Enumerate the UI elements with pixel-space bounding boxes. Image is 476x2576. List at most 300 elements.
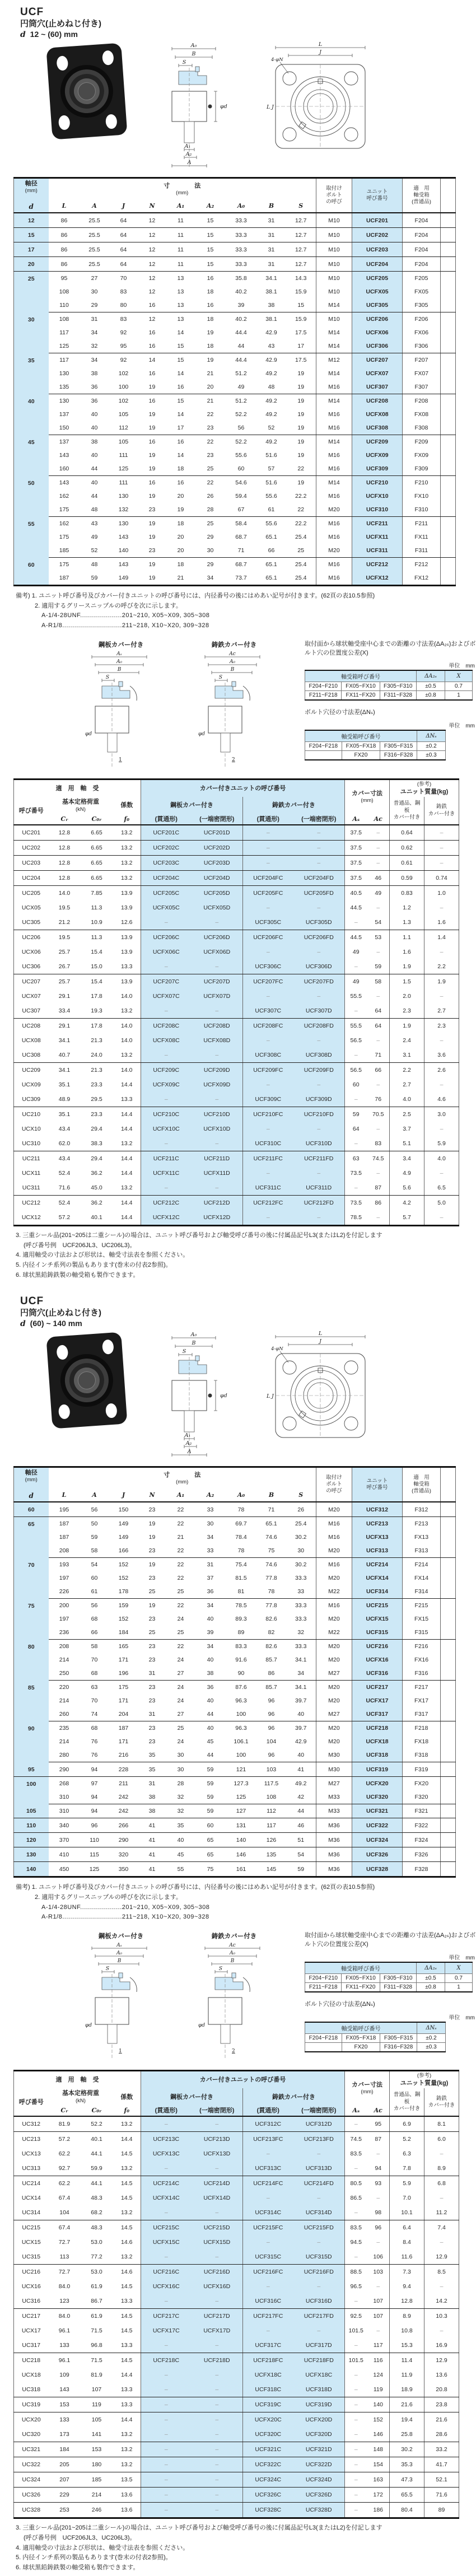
dim-value-cell: 105 [118,411,129,418]
header-cast-cover: 鋳鉄カバー付き [243,797,345,814]
shaft-diameter-cell: 140 [14,1862,49,1877]
cover-diagram-section-page1 [0,640,476,772]
load-rating-cell: 71.6 [49,1180,81,1196]
coefficient-cell: 13.2 [113,1136,141,1151]
cover-dim-cell: 87 [375,2136,382,2143]
svg-text:A₀: A₀ [116,659,123,665]
cover-unit-number-cell: UCFX07D [192,989,243,1004]
dim-value-cell: 18 [207,316,214,323]
dim-value-cell: 19 [148,534,156,541]
dim-value-cell: 68.7 [235,561,247,568]
cover-unit-number-cell: UCF211FC [243,1151,293,1166]
load-rating-cell: 81.9 [91,2372,102,2379]
dim-value-cell: 29 [207,561,214,568]
tolerance-row [305,682,473,691]
dim-value-cell: 30.2 [295,1561,307,1569]
bore-type-subtitle: 円筒穴(止めねじ付き) [20,18,101,29]
coefficient-cell: 13.6 [113,2503,141,2518]
cover-dim-cell: – [345,1180,367,1196]
cover-unit-number-cell: – [293,2146,345,2161]
tolerance-cell: FX20 [342,2042,380,2052]
tolerance-cell: F305~F315 [380,2033,417,2042]
cover-dim-cell: 152 [373,2416,384,2424]
unit-number-cell: UCFX20 [352,1776,403,1790]
cover-unit-number-cell: UCF309C [243,1092,293,1107]
dim-value-cell: 16 [138,339,166,353]
dim-value-cell: 12 [148,316,156,323]
dim-value-cell: 31 [257,213,286,228]
dim-value-cell: 18 [177,520,184,528]
load-rating-cell: 143 [49,2382,81,2397]
bearing-number-cell: UC203 [14,856,49,871]
unit-number-cell: UCF202 [352,228,403,242]
cover-unit-number-cell: – [192,1004,243,1019]
dim-value-cell: 130 [118,520,129,528]
cover-unit-number-cell: UCFX13C [141,2146,192,2161]
load-rating-cell: 104 [49,2205,81,2220]
dim-value-cell: 40 [80,421,109,435]
dim-value-cell: 19 [297,398,305,405]
coefficient-cell: 13.2 [113,825,141,841]
dim-value-cell: 16 [195,298,226,312]
cover-unit-number-cell: – [243,2146,293,2161]
housing-number-cell: FX08 [403,408,441,421]
unit-mass-cell: 0.59 [390,871,424,886]
dim-value-cell: 42.9 [295,1738,307,1746]
housing-number-cell: F324 [403,1833,441,1847]
bolt-size-cell: M16 [316,1530,352,1544]
unit-number-cell: UCF215 [352,1599,403,1613]
dim-value-cell: 290 [49,1762,80,1777]
side-view [160,1331,232,1459]
dim-value-cell: 30 [207,1520,214,1528]
header-unit-mass: (参考) ユニット質量(kg) [390,2070,459,2088]
dim-value-cell: 30 [166,1748,195,1762]
header-applicable-bearing: 適 用 軸 受 [55,785,99,792]
tolerance-row [305,742,446,751]
coefficient-cell: 14.5 [121,2180,133,2187]
unit-mass-cell: – [424,856,459,871]
unit-mass-cell: 1.9 [390,1019,424,1034]
housing-number-cell: FX14 [403,1571,441,1585]
cover-table-row [14,1166,459,1180]
svg-text:S: S [182,59,186,66]
load-rating-cell: 246 [81,2503,113,2518]
load-rating-cell: 6.65 [81,825,113,841]
dim-value-cell: 16 [148,370,156,377]
load-rating-cell: 52.2 [81,2116,113,2132]
dim-value-cell: 31 [91,316,98,323]
dim-table-row [14,257,456,272]
cover-unit-number-cell: UCF311D [293,1180,345,1196]
cover-dim-cell: – [345,2161,367,2176]
dim-value-cell: 19 [286,380,316,394]
unit-mass-cell: 47.3 [390,2472,424,2488]
dim-value-cell: 40 [207,1616,214,1623]
cover-unit-number-cell: UCF205C [141,886,192,901]
bearing-number-cell: UCX12 [14,1210,49,1226]
cover-dim-cell: 74.5 [372,1155,384,1163]
dim-value-cell: 126 [257,1833,286,1847]
shaft-diameter-cell: 17 [14,242,49,257]
unit-mass-cell: 23.8 [424,2397,459,2412]
dim-value-cell: 30 [286,1544,316,1558]
bolt-size-cell: M14 [316,298,352,312]
cover-unit-number-cell: – [293,989,345,1004]
unit-number-cell: UCF319 [352,1762,403,1777]
dim-value-cell: 140 [109,544,138,558]
bearing-number-cell: UC326 [14,2488,49,2503]
cover-unit-number-cell: UCFX13D [192,2146,243,2161]
dim-value-cell: 60 [91,1575,98,1582]
dim-value-cell: 19 [286,421,316,435]
dim-value-cell: 54 [286,1847,316,1862]
load-rating-cell: 52.4 [58,1200,71,1207]
unit-mass-cell: – [424,1122,459,1136]
tolerance-table-2: 軸受箱呼び番号 ΔNₛ F204~F218 FX05~FX18 F305~F315 ±0.2 FX20 F316~F328 ±0.3 [305,730,446,760]
dim-value-cell: 52 [80,544,109,558]
bearing-number-cell: UC318 [14,2382,49,2397]
svg-text:S: S [218,1966,223,1972]
spacer-cell [441,272,456,286]
dim-value-cell: 58 [80,1544,109,1558]
unit-mass-cell: 2.2 [390,1063,424,1078]
dim-value-cell: 102 [118,398,129,405]
unit-mass-cell: 20.8 [424,2382,459,2397]
dim-value-cell: 117 [257,1818,286,1833]
load-rating-cell: 15.4 [91,949,102,956]
tolerance-cell: F316~F328 [380,2042,417,2052]
cover-unit-number-cell: – [243,2235,293,2250]
dim-value-cell: 161 [226,1862,257,1877]
dim-value-cell: 35.8 [235,275,247,282]
tolerance-cell: ±0.2 [417,2033,446,2042]
bearing-number-cell: UC305 [14,915,49,930]
coefficient-cell: 14.4 [121,2136,133,2143]
tolerance-cell: FX05~FX10 [342,682,380,691]
tolerance-table-1: 軸受箱呼び番号 ΔA₂ₛ X F204~F210 FX05~FX10 F305~F310 ±0.5 0.7 F211~F218 FX11~FX20 F311~F328 ±0.8 1 [305,670,473,701]
cover-unit-number-cell: – [141,915,192,930]
cover-table-row [14,2294,459,2309]
cover-unit-number-cell: UCF324D [293,2472,345,2488]
coefficient-cell: 13.3 [113,2397,141,2412]
coefficient-cell: 13.3 [113,2382,141,2397]
dim-value-cell: 117 [59,357,69,364]
dim-value-cell: 54.6 [235,479,247,487]
load-rating-cell: 17.8 [91,993,102,1000]
unit-mass-cell: 2.0 [390,989,424,1004]
coefficient-cell: 13.9 [121,949,133,956]
cover-dim-cell: – [345,1048,367,1063]
cover-unit-number-cell: UCF218C [141,2353,192,2368]
bearing-number-cell: UC310 [14,1136,49,1151]
header-coefficient: 係数 [120,2093,133,2101]
dim-value-cell: 22.2 [295,493,307,500]
cover-unit-number-cell: – [141,2205,192,2220]
unit-mass-cell: 18.9 [390,2382,424,2397]
cover-unit-number-cell: UCF209C [141,1063,192,1078]
bolt-size-cell: M20 [316,1544,352,1558]
tolerance-cell: 0.7 [445,1973,473,1982]
dim-value-cell: 450 [49,1862,80,1877]
dim-table-row [14,1818,456,1833]
cover-table-row [14,974,459,990]
dim-value-cell: 226 [49,1585,80,1599]
spacer-cell [441,1847,456,1862]
housing-number-cell: F214 [403,1558,441,1572]
load-rating-cell: 62.0 [49,1136,81,1151]
cover-dim-cell: – [345,1004,367,1019]
tolerance-cell: FX05~FX18 [342,2033,380,2042]
load-rating-cell: 71.5 [91,2357,102,2364]
dim-value-cell: 59 [207,1780,214,1787]
unit-mass-cell: 2.5 [390,1107,424,1122]
spacer-cell [441,1599,456,1613]
cover-unit-number-cell: UCF313D [293,2161,345,2176]
load-rating-cell: 29.4 [91,1126,102,1133]
dim-value-cell: 19 [297,411,305,418]
dim-value-cell: 125 [49,339,80,353]
unit-mass-cell: 80.4 [390,2503,424,2518]
dim-value-cell: 175 [59,561,69,568]
housing-number-cell: F207 [403,353,441,367]
dim-value-cell: 268 [59,1780,69,1787]
dim-value-cell: 135 [49,380,80,394]
unit-mass-cell: 11.4 [390,2353,424,2368]
dim-value-cell: 90 [226,1667,257,1681]
cover-dim-cell: 73.5 [345,1196,367,1211]
cover-unit-number-cell: – [192,2294,243,2309]
dim-value-cell: 19 [166,503,195,517]
cover-table-row [14,2161,459,2176]
dim-value-cell: 19 [297,479,305,487]
dim-value-cell: 25.4 [295,534,307,541]
dim-value-cell: 117 [59,329,69,337]
cover-unit-number-cell: UCF214D [192,2176,243,2191]
dim-value-cell: 19 [138,421,166,435]
bearing-number-cell: UC309 [14,1092,49,1107]
unit-number-cell: UCF318 [352,1748,403,1762]
dim-value-cell: 33.3 [295,1602,307,1609]
dim-value-cell: 115 [80,1847,109,1862]
cover-unit-number-cell: UCFX10D [192,1122,243,1136]
dim-value-cell: 34 [207,1643,214,1650]
tolerance-cell [305,2042,342,2052]
dim-value-cell: 125 [226,1790,257,1804]
dim-value-cell: 121 [226,1762,257,1777]
cover-dim-cell: 163 [367,2472,390,2488]
housing-number-cell: FX11 [403,530,441,544]
cover-unit-number-cell: UCF206D [192,930,243,945]
load-rating-cell: 109 [59,2372,69,2379]
dim-value-cell: 49 [226,380,257,394]
cover-dim-cell: 186 [367,2503,390,2518]
housing-number-cell: F215 [403,1599,441,1613]
cover-dim-cell: – [376,904,380,912]
spacer-cell [441,408,456,421]
cover-table-row [14,2220,459,2236]
cover-unit-number-cell: UCFX10C [141,1122,192,1136]
dim-value-cell: 38 [257,298,286,312]
dim-value-cell: 100 [226,1748,257,1762]
cover-unit-number-cell: UCF209FD [293,1063,345,1078]
tolerance-block-page1: 取付面から球状軸受座中心までの距離の寸法差(ΔA₂ₛ)およびボルト穴の位置度公差(X) 単位 mm 軸受箱呼び番号 ΔA₂ₛ X F204~F210 FX05~FX10 F305~F310 ±0.5 0.7 F211~F218 FX11~FX20 F311~F328 ±0.8 1 ボルト穴径の寸法差(ΔNₛ) 単位 mm 軸受箱呼び番号 ΔNₛ F204~F218 FX05~FX18 F305~F315 ±0.2 FX20 F316~F328 ±0.3 [305,640,476,772]
dim-value-cell: 46 [286,1818,316,1833]
dim-value-cell: 19 [148,520,156,528]
unit-mass-cell: 19.4 [390,2412,424,2428]
load-rating-cell: 40.1 [81,1210,113,1226]
unit-mass-cell: 4.0 [390,1092,424,1107]
load-rating-cell: 107 [81,2382,113,2397]
housing-number-cell: F306 [403,339,441,353]
header-call-number: 呼び番号 [14,2088,49,2116]
bearing-number-cell: UC321 [14,2442,49,2457]
unit-number-cell: UCFX14 [352,1571,403,1585]
dim-value-cell: 145 [257,1862,286,1877]
dim-value-cell: 33 [286,1585,316,1599]
dim-value-cell: 162 [59,520,69,528]
dim-value-cell: 21 [207,398,214,405]
dim-value-cell: 15 [195,213,226,228]
spacer-cell [441,1667,456,1681]
housing-number-cell: F212 [403,558,441,572]
flange-unit-photo [45,1331,129,1431]
dim-table-row [14,228,456,242]
dim-value-cell: 112 [109,421,138,435]
coefficient-cell: 13.2 [113,2116,141,2132]
cover-unit-number-cell: UCF209FC [243,1063,293,1078]
cover-dim-cell: – [376,1081,380,1089]
dim-value-cell: 59 [80,571,109,586]
cover-dim-cell: 124 [373,2372,384,2379]
dim-value-cell: 16 [148,329,156,337]
housing-number-cell: F307 [403,380,441,394]
cover-table-row [14,1048,459,1063]
dim-value-cell: 28 [195,503,226,517]
dim-value-cell: 78.4 [235,1534,247,1541]
load-rating-cell: 84.0 [58,2283,71,2290]
housing-number-cell: F314 [403,1585,441,1599]
page-title: UCF [20,6,44,18]
shaft-diameter-cell: 20 [14,257,49,272]
tolerance-cell: F204~F210 [305,1973,342,1982]
dim-value-cell: 25 [286,544,316,558]
cover-table-row [14,2457,459,2472]
dim-value-cell: 65 [195,1833,226,1847]
bolt-size-cell: M16 [316,380,352,394]
cover-dim-cell: – [376,2150,380,2158]
cover-dim-cell: – [345,1136,367,1151]
dim-value-cell: 15 [166,339,195,353]
housing-number-cell: FX06 [403,326,441,339]
housing-number-cell: F206 [403,312,441,326]
cover-dim-cell: – [376,1126,380,1133]
dim-value-cell: 32 [166,1790,195,1804]
coefficient-cell: 14.4 [121,1111,133,1118]
dim-value-cell: 58 [91,1643,98,1650]
col-header-unit-number: ユニット 呼び番号 [352,1467,403,1502]
dim-value-cell: 78 [226,1502,257,1517]
cover-unit-number-cell: UCF321C [243,2442,293,2457]
bearing-number-cell: UCX20 [21,2416,41,2424]
dim-table-row [14,1653,456,1667]
svg-text:4-φN: 4-φN [271,1346,283,1352]
front-view-drawing [263,42,378,155]
shaft-diameter-cell: 12 [14,213,49,228]
unit-mass-cell: 8.1 [424,2116,459,2132]
dim-value-cell: 44 [91,493,98,500]
dim-value-cell: 36 [80,380,109,394]
unit-number-cell: UCF213 [352,1517,403,1531]
bearing-number-cell: UCX17 [21,2327,41,2335]
dim-value-cell: 19 [148,1602,156,1609]
dim-value-cell: 143 [118,534,129,541]
dim-value-cell: 162 [59,493,69,500]
dim-value-cell: 40 [91,411,98,418]
cover-unit-number-cell: UCF324C [243,2472,293,2488]
cover-unit-number-cell: UCF322D [293,2457,345,2472]
cover-unit-number-cell: UCF312C [243,2116,293,2132]
cover-table-row [14,2427,459,2442]
shaft-diameter-cell: 105 [14,1804,49,1818]
load-rating-cell: 36.2 [91,1170,102,1177]
bearing-number-cell: UC313 [14,2161,49,2176]
dim-value-cell: 78.5 [235,1602,247,1609]
load-rating-cell: 43.4 [58,1126,71,1133]
cover-unit-number-cell: – [243,1077,293,1092]
spacer-cell [441,1530,456,1544]
cover-table-row [14,825,459,841]
bolt-size-cell: M10 [316,213,352,228]
bearing-number-cell: UC206 [22,934,41,941]
bearing-number-cell: UC204 [14,871,49,886]
dim-value-cell: 150 [49,421,80,435]
bolt-size-cell: M12 [316,353,352,367]
bearing-number-cell: UC316 [14,2294,49,2309]
dim-value-cell: 200 [59,1602,69,1609]
dim-value-cell: 80 [109,298,138,312]
coefficient-cell: 13.2 [113,2427,141,2442]
catalog-page [0,6,476,2573]
dim-value-cell: 59 [195,1790,226,1804]
cover-table-row [14,1151,459,1166]
unit-mass-cell: 4.0 [424,1151,459,1166]
cover-unit-number-cell: UCF312D [293,2116,345,2132]
dim-value-cell: 71 [257,1502,286,1517]
dim-value-cell: 290 [109,1833,138,1847]
unit-mass-cell: – [424,825,459,841]
dim-value-cell: 16 [148,479,156,487]
dim-value-cell: 23 [148,1738,156,1746]
cover-table-row [14,2397,459,2412]
cover-dim-cell: – [345,2442,367,2457]
dim-table-row [14,544,456,558]
cover-unit-number-cell: – [192,2161,243,2176]
unit-number-cell: UCF307 [352,380,403,394]
unit-mass-cell: 5.6 [390,1180,424,1196]
dim-value-cell: 25.4 [295,1520,307,1528]
cover-dim-cell: 55.5 [345,1019,367,1034]
coefficient-cell: 13.6 [113,2488,141,2503]
dim-value-cell: 44 [226,339,257,353]
cover-unit-number-cell: – [243,1166,293,1180]
cover-dim-cell: 58 [375,978,382,986]
load-rating-cell: 15.4 [91,978,102,986]
cover-unit-number-cell: UCF316C [243,2294,293,2309]
cover-unit-number-cell: – [192,2427,243,2442]
dim-value-cell: 18 [166,462,195,476]
cover-table-row [14,2353,459,2368]
